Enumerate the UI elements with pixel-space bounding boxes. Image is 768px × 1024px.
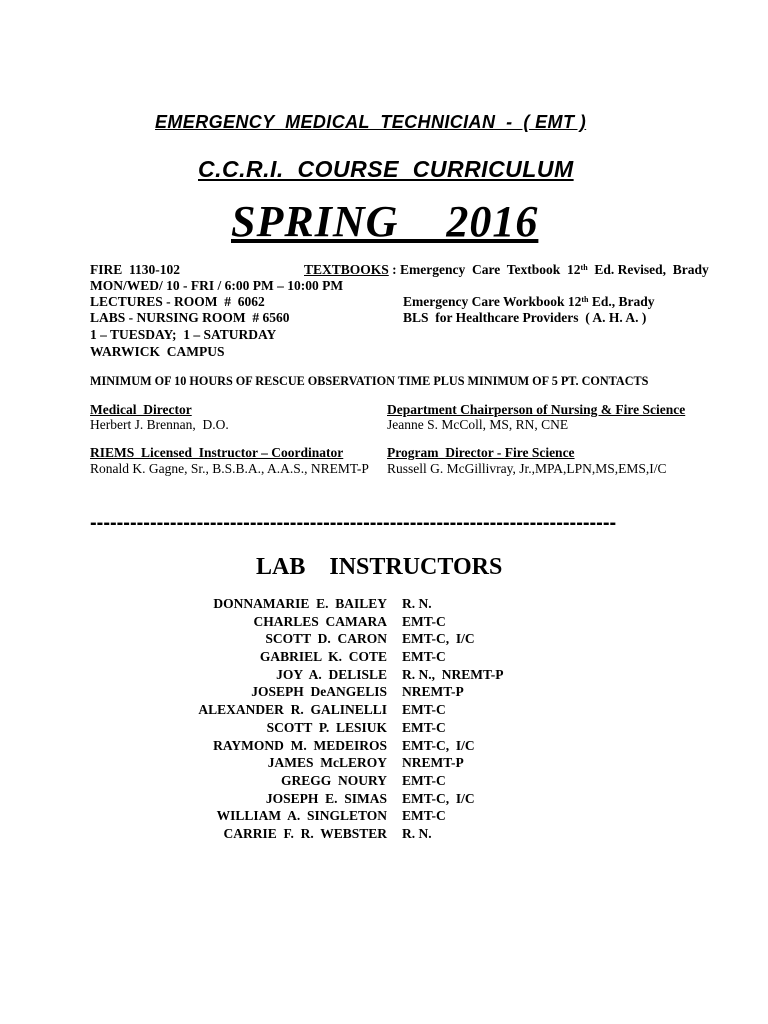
lab-instructor-credentials: NREMT-P <box>402 755 464 771</box>
lab-instructor-name: JOSEPH E. SIMAS <box>265 790 387 806</box>
lab-instructor-credentials: EMT-C <box>402 649 446 665</box>
textbook-2 <box>403 294 655 310</box>
lab-instructors-heading: LAB INSTRUCTORS <box>256 554 503 580</box>
lab-instructor-name: CARRIE F. R. WEBSTER <box>223 825 387 841</box>
lab-instructor-row <box>150 596 550 614</box>
textbooks-line-1 <box>304 262 709 278</box>
lab-instructor-name: GABRIEL K. COTE <box>259 649 387 665</box>
lab-instructor-credentials: EMT-C <box>402 772 446 788</box>
lab-instructor-credentials: R. N. <box>402 596 432 611</box>
lab-instructor-name: RAYMOND M. MEDEIROS <box>213 737 387 753</box>
course-schedule: MON/WED/ 10 - FRI / 6:00 PM – 10:00 PM <box>90 278 344 293</box>
lab-instructor-name: GREGG NOURY <box>280 772 387 788</box>
document-heading-term: SPRING 2016 <box>231 197 539 246</box>
lab-instructor-row <box>150 649 550 667</box>
riems-coordinator-name: Ronald K. Gagne, Sr., B.S.B.A., A.A.S., NREMT-P <box>90 461 369 476</box>
lecture-room: LECTURES - ROOM # 6062 <box>90 294 265 309</box>
course-campus: WARWICK CAMPUS <box>90 344 225 359</box>
lab-instructor-row <box>150 631 550 649</box>
textbook-2-edition-suffix: th <box>581 295 589 304</box>
program-director-title: Program Director - Fire Science <box>387 445 575 460</box>
textbook-2-publisher: Ed., Brady <box>588 294 655 309</box>
lab-instructor-row <box>150 738 550 756</box>
lab-instructor-row <box>150 684 550 702</box>
lab-instructor-row <box>150 755 550 773</box>
lab-instructor-name: JOY A. DELISLE <box>276 666 387 682</box>
textbooks-label: TEXTBOOKS <box>304 262 389 277</box>
lab-instructor-credentials: NREMT-P <box>402 684 464 700</box>
lab-instructor-name: SCOTT D. CARON <box>265 631 387 647</box>
lab-instructor-name: ALEXANDER R. GALINELLI <box>198 702 387 718</box>
chairperson-title: Department Chairperson of Nursing & Fire Science <box>387 402 686 417</box>
chairperson-name: Jeanne S. McColl, MS, RN, CNE <box>387 417 569 432</box>
document-heading-curriculum: C.C.R.I. COURSE CURRICULUM <box>198 156 574 182</box>
lab-instructor-credentials: EMT-C <box>402 613 446 629</box>
lab-instructor-row <box>150 773 550 791</box>
lab-instructor-credentials: EMT-C <box>402 808 446 824</box>
textbook-3: BLS for Healthcare Providers ( A. H. A. ) <box>403 310 647 325</box>
medical-director-title: Medical Director <box>90 402 192 417</box>
textbook-1-edition-suffix: th <box>580 263 588 272</box>
lab-instructor-row <box>150 614 550 632</box>
lab-instructor-name: JAMES McLEROY <box>267 755 387 771</box>
observation-requirement: MINIMUM OF 10 HOURS OF RESCUE OBSERVATION TIME PLUS MINIMUM OF 5 PT. CONTACTS <box>90 374 649 388</box>
lab-instructor-row <box>150 791 550 809</box>
lab-instructor-name: JOSEPH DeANGELIS <box>251 684 387 700</box>
medical-director-name: Herbert J. Brennan, D.O. <box>90 417 229 432</box>
lab-instructor-credentials: EMT-C <box>402 702 446 718</box>
lab-instructor-credentials: EMT-C <box>402 719 446 735</box>
lab-instructor-credentials: EMT-C, I/C <box>402 790 475 806</box>
document-heading-emt: EMERGENCY MEDICAL TECHNICIAN - ( EMT ) <box>155 112 587 132</box>
lab-instructor-name: CHARLES CAMARA <box>253 613 387 629</box>
lab-room: LABS - NURSING ROOM # 6560 <box>90 310 290 325</box>
program-director-name: Russell G. McGillivray, Jr.,MPA,LPN,MS,EMS,I/C <box>387 461 667 476</box>
lab-instructor-row <box>150 667 550 685</box>
textbook-1-title: : Emergency Care Textbook 12 <box>388 262 581 277</box>
lab-instructor-row <box>150 720 550 738</box>
lab-instructor-credentials: R. N., NREMT-P <box>402 666 504 682</box>
course-number: FIRE 1130-102 <box>90 262 181 277</box>
lab-instructor-row <box>150 702 550 720</box>
riems-coordinator-title: RIEMS Licensed Instructor – Coordinator <box>90 445 344 460</box>
lab-instructor-credentials: R. N. <box>402 825 432 841</box>
course-days: 1 – TUESDAY; 1 – SATURDAY <box>90 327 277 342</box>
lab-instructor-name: DONNAMARIE E. BAILEY <box>213 596 387 611</box>
lab-instructor-row <box>150 826 550 844</box>
lab-instructor-name: SCOTT P. LESIUK <box>266 719 387 735</box>
lab-instructor-list <box>150 596 550 844</box>
lab-instructor-name: WILLIAM A. SINGLETON <box>216 808 387 824</box>
dashed-divider: ------------------------------------------------------------------------------- <box>90 512 617 534</box>
textbook-1-publisher: Ed. Revised, Brady <box>587 262 709 277</box>
lab-instructor-credentials: EMT-C, I/C <box>402 631 475 647</box>
lab-instructor-row <box>150 808 550 826</box>
lab-instructor-credentials: EMT-C, I/C <box>402 737 475 753</box>
textbook-2-title: Emergency Care Workbook 12 <box>403 294 582 309</box>
